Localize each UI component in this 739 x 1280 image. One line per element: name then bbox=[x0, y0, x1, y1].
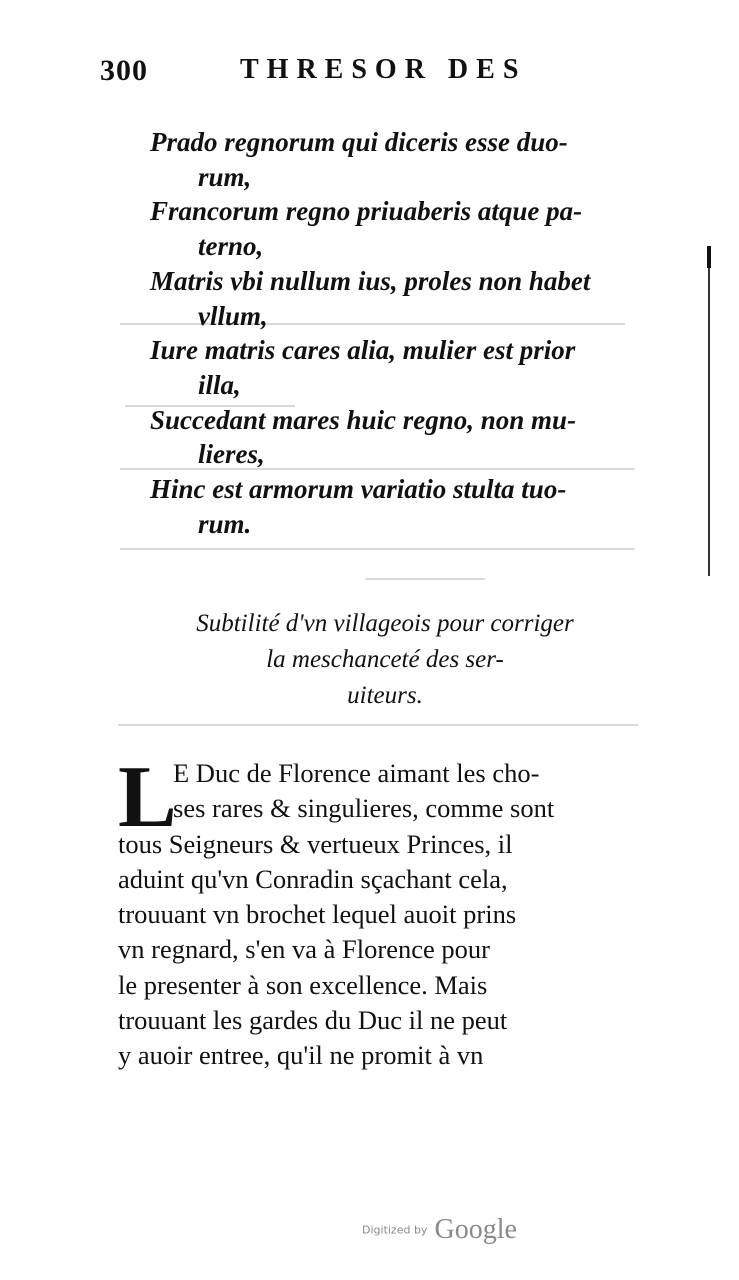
body-line: aduint qu'vn Conradin sçachant cela, bbox=[118, 863, 508, 894]
body-lines bbox=[118, 749, 638, 1074]
verse-line: terno, bbox=[198, 231, 264, 262]
verse-line: vllum, bbox=[198, 300, 268, 331]
section-heading bbox=[130, 606, 640, 714]
body-line: tous Seigneurs & vertueux Princes, il bbox=[118, 828, 513, 859]
body-paragraph bbox=[118, 749, 638, 1074]
heading-line: uiteurs. bbox=[347, 682, 423, 709]
body-line: E Duc de Florence aimant les cho- bbox=[173, 758, 540, 788]
margin-rule-mark bbox=[704, 246, 714, 576]
heading-line: Subtilité d'vn villageois pour corriger bbox=[196, 610, 574, 637]
running-header bbox=[100, 50, 570, 100]
bleed-through-trace bbox=[118, 724, 638, 726]
running-title: THRESOR DES bbox=[240, 54, 527, 85]
verse-line: Prado regnorum qui diceris esse duo- bbox=[150, 127, 568, 157]
bleed-through-trace bbox=[120, 548, 635, 550]
verse-line: Francorum regno priuaberis atque pa- bbox=[150, 196, 583, 227]
latin-verse bbox=[150, 125, 640, 541]
verse-line: Hinc est armorum variatio stulta tuo- bbox=[150, 474, 567, 505]
drop-cap: L bbox=[118, 749, 177, 846]
body-line: ses rares & singulieres, comme sont bbox=[173, 793, 555, 824]
digitized-watermark bbox=[362, 1214, 517, 1246]
body-line: trouuant les gardes du Duc il ne peut bbox=[118, 1005, 508, 1036]
page-number: 300 bbox=[100, 54, 148, 87]
verse-line: rum. bbox=[198, 508, 252, 539]
verse-line: Iure matris cares alia, mulier est prior bbox=[150, 335, 576, 366]
body-line: y auoir entree, qu'il ne promit à vn bbox=[118, 1040, 484, 1071]
heading-line: la meschanceté des ser- bbox=[266, 646, 504, 673]
verse-line: Succedant mares huic regno, non mu- bbox=[150, 404, 577, 435]
verse-line: illa, bbox=[198, 369, 241, 400]
body-line: le presenter à son excellence. Mais bbox=[118, 969, 488, 1000]
verse-line: Matris vbi nullum ius, proles non habet bbox=[150, 265, 591, 296]
watermark-prefix: Digitized by bbox=[362, 1223, 428, 1237]
google-logo: Google bbox=[434, 1214, 517, 1245]
bleed-through-trace bbox=[365, 578, 485, 580]
body-line: trouuant vn brochet lequel auoit prins bbox=[118, 899, 517, 930]
verse-line: rum, bbox=[198, 161, 252, 192]
verse-line: lieres, bbox=[198, 439, 265, 470]
body-line: vn regnard, s'en va à Florence pour bbox=[118, 934, 490, 965]
